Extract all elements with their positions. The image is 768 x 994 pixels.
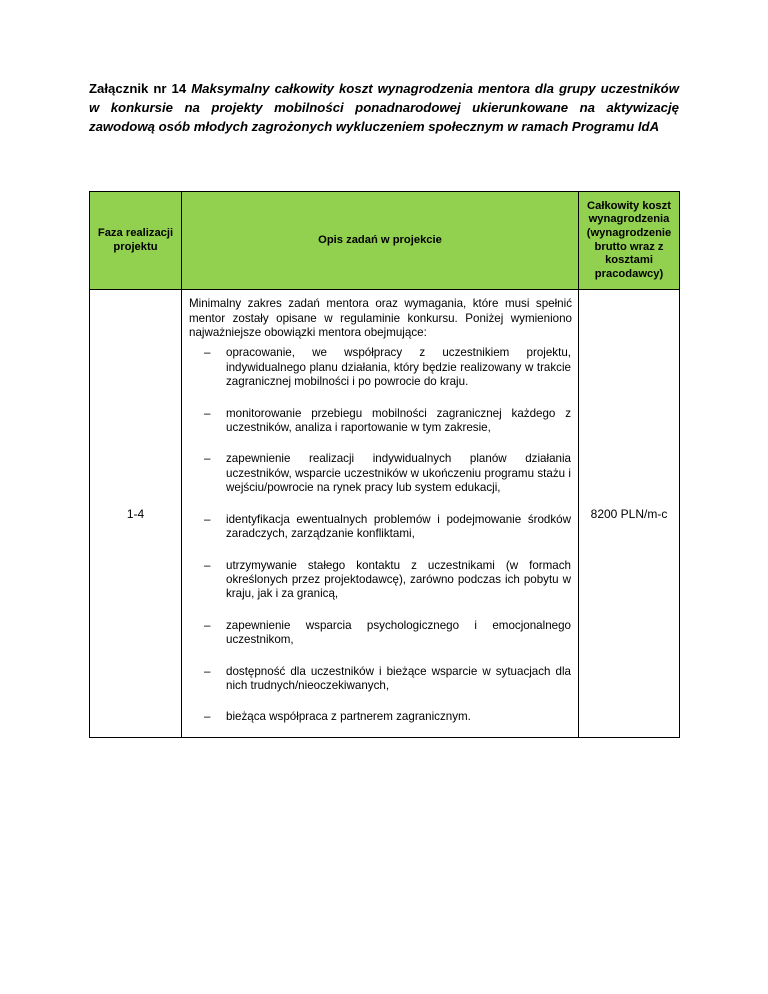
list-item bbox=[182, 619, 578, 648]
task-text: zapewnienie realizacji indywidualnych planów działania uczestników, wsparcie uczestników w ukończeniu programu stażu i wejściu/powrocie na rynek pracy lub system edukacji, bbox=[226, 452, 571, 495]
task-text: bieżąca współpraca z partnerem zagranicznym. bbox=[226, 710, 471, 724]
cost-value: 8200 PLN/m-c bbox=[579, 290, 680, 738]
task-text: monitorowanie przebiegu mobilności zagranicznej każdego z uczestników, analiza i raportowanie w tym zakresie, bbox=[226, 406, 571, 435]
dash-bullet: – bbox=[204, 452, 211, 466]
list-item bbox=[182, 346, 578, 389]
task-list bbox=[182, 346, 578, 724]
list-item bbox=[182, 513, 578, 542]
header-description: Opis zadań w projekcie bbox=[182, 192, 579, 290]
dash-bullet: – bbox=[204, 346, 211, 360]
list-item bbox=[182, 452, 578, 495]
cost-table bbox=[89, 191, 680, 738]
task-text: dostępność dla uczestników i bieżące wsparcie w sytuacjach dla nich trudnych/nieoczekiwanych, bbox=[226, 664, 571, 692]
phase-value: 1-4 bbox=[90, 290, 182, 738]
task-text: opracowanie, we współpracy z uczestnikiem projektu, indywidualnego planu działania, który będzie realizowany w trakcie zagranicznej mobilności i po powrocie do kraju. bbox=[226, 346, 571, 389]
heading-title: Maksymalny całkowity koszt wynagrodzenia mentora dla grupy uczestników w konkursie na projekty mobilności ponadnarodowej ukierunkowane na aktywizację zawodową osób młodych zagrożonych wykluczeniem społecznym w ramach Programu IdA bbox=[89, 81, 679, 134]
heading-prefix: Załącznik nr 14 bbox=[89, 81, 192, 96]
dash-bullet: – bbox=[204, 512, 211, 526]
task-text: utrzymywanie stałego kontaktu z uczestnikami (w formach określonych przez projektodawcę), zarówno podczas ich pobytu w kraju, jak i za granicą, bbox=[226, 558, 571, 601]
header-phase: Faza realizacji projektu bbox=[90, 192, 182, 290]
list-item bbox=[182, 559, 578, 602]
description-intro: Minimalny zakres zadań mentora oraz wymagania, które musi spełnić mentor zostały opisane w regulaminie konkursu. Poniżej wymieniono najważniejsze obowiązki mentora obejmujące: bbox=[189, 297, 572, 340]
dash-bullet: – bbox=[204, 618, 211, 632]
task-text: identyfikacja ewentualnych problemów i podejmowanie środków zaradczych, zarządzanie konfliktami, bbox=[226, 512, 571, 541]
dash-bullet: – bbox=[204, 406, 211, 420]
document-heading bbox=[89, 79, 679, 136]
dash-bullet: – bbox=[204, 710, 211, 724]
table-header-row bbox=[90, 192, 680, 290]
description-cell bbox=[182, 290, 579, 738]
dash-bullet: – bbox=[204, 664, 211, 678]
list-item bbox=[182, 665, 578, 694]
list-item bbox=[182, 407, 578, 436]
task-text: zapewnienie wsparcia psychologicznego i emocjonalnego uczestnikom, bbox=[226, 618, 571, 647]
dash-bullet: – bbox=[204, 558, 211, 572]
header-cost: Całkowity koszt wynagrodzenia (wynagrodzenie brutto wraz z kosztami pracodawcy) bbox=[579, 192, 680, 290]
list-item bbox=[182, 710, 578, 724]
table-row bbox=[90, 290, 680, 738]
